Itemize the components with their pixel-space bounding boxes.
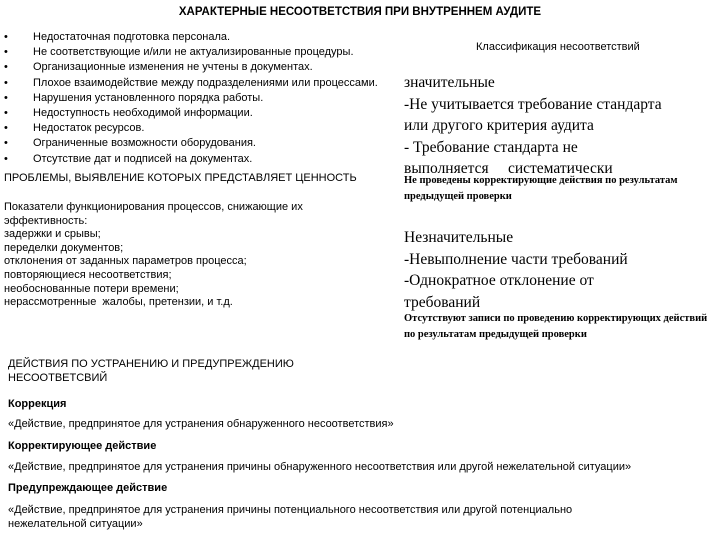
- value-problems-line: повторяющиеся несоответствия;: [4, 268, 172, 281]
- significant-nonconformities: [404, 72, 716, 180]
- list-item-text: Плохое взаимодействие между подразделениями или процессами.: [33, 76, 378, 89]
- list-item: [4, 106, 404, 121]
- significant-note: Не проведены корректирующие действия по результатам предыдущей проверки: [404, 175, 678, 202]
- value-problems-line: нерассмотренные жалобы, претензии, и т.д.: [4, 296, 233, 309]
- value-problems-line: необоснованные потери времени;: [4, 282, 179, 295]
- bullet-icon: •: [4, 61, 8, 74]
- significant-line: - Требование стандарта не: [404, 138, 578, 156]
- value-problems-line: задержки и срывы;: [4, 228, 101, 241]
- list-item-text: Недоступность необходимой информации.: [33, 106, 253, 119]
- list-item-text: Недостаток ресурсов.: [33, 122, 145, 135]
- significant-line: или другого критерия аудита: [404, 117, 594, 134]
- significant-heading: значительные: [404, 74, 495, 91]
- insignificant-heading: Незначительные: [404, 229, 514, 246]
- list-item: [4, 152, 404, 167]
- bullet-icon: •: [4, 152, 8, 165]
- value-problems-line: отклонения от заданных параметров процесса;: [4, 255, 247, 268]
- insignificant-nonconformities: [404, 227, 716, 313]
- list-item-text: Отсутствие дат и подписей на документах.: [33, 152, 253, 165]
- bullet-icon: •: [4, 137, 8, 150]
- correction-term: Коррекция: [8, 398, 67, 410]
- preventive-action-term: Предупреждающее действие: [8, 482, 168, 494]
- list-item-text: Нарушения установленного порядка работы.: [33, 91, 264, 104]
- actions-title: ДЕЙСТВИЯ ПО УСТРАНЕНИЮ И ПРЕДУПРЕЖДЕНИЮ НЕСООТВЕТСВИЙ: [8, 358, 294, 384]
- nonconformities-list: [4, 30, 404, 167]
- preventive-action-definition: «Действие, предпринятое для устранения причины потенциального несоответствия или другой потенциально нежелательной ситуации»: [8, 504, 573, 530]
- correction-definition: «Действие, предпринятое для устранения обнаруженного несоответствия»: [8, 418, 394, 430]
- list-item: [4, 76, 404, 91]
- bullet-icon: •: [4, 46, 8, 59]
- insignificant-note: Отсутствуют записи по проведению корректирующих действий по результатам предыдущей проверки: [404, 313, 708, 340]
- list-item: [4, 60, 404, 75]
- corrective-action-term: Корректирующее действие: [8, 440, 157, 452]
- bullet-icon: •: [4, 76, 8, 89]
- corrective-action-definition: «Действие, предпринятое для устранения причины обнаруженного несоответствия или другой нежелательной ситуации»: [8, 461, 632, 473]
- insignificant-line: -Невыполнение части требований: [404, 250, 628, 268]
- list-item: [4, 91, 404, 106]
- value-problems-title: ПРОБЛЕМЫ, ВЫЯВЛЕНИЕ КОТОРЫХ ПРЕДСТАВЛЯЕТ ЦЕННОСТЬ: [4, 172, 357, 184]
- list-item: [4, 30, 404, 45]
- page-title: ХАРАКТЕРНЫЕ НЕСООТВЕТСТВИЯ ПРИ ВНУТРЕННЕМ АУДИТЕ: [178, 6, 542, 18]
- list-item-text: Ограниченные возможности оборудования.: [33, 137, 256, 150]
- significant-line: выполняется систематически: [404, 160, 613, 177]
- list-item-text: Организационные изменения не учтены в документах.: [33, 61, 313, 74]
- value-problems-line: переделки документов;: [4, 241, 124, 254]
- list-item-text: Не соответствующие и/или не актуализированные процедуры.: [33, 46, 354, 59]
- significant-line: -Не учитывается требование стандарта: [404, 95, 662, 113]
- insignificant-line: -Однократное отклонение от: [404, 272, 594, 289]
- bullet-icon: •: [4, 91, 8, 104]
- list-item: [4, 136, 404, 151]
- bullet-icon: •: [4, 106, 8, 119]
- bullet-icon: •: [4, 31, 8, 43]
- value-problems-line: Показатели функционирования процессов, снижающие их эффективность:: [4, 201, 303, 227]
- list-item: [4, 121, 404, 136]
- value-problems-list: [4, 201, 344, 310]
- list-item-text: Недостаточная подготовка персонала.: [33, 31, 231, 43]
- list-item: [4, 45, 404, 60]
- bullet-icon: •: [4, 122, 8, 135]
- classification-title: Классификация несоответствий: [476, 41, 640, 53]
- insignificant-line: требований: [404, 293, 481, 311]
